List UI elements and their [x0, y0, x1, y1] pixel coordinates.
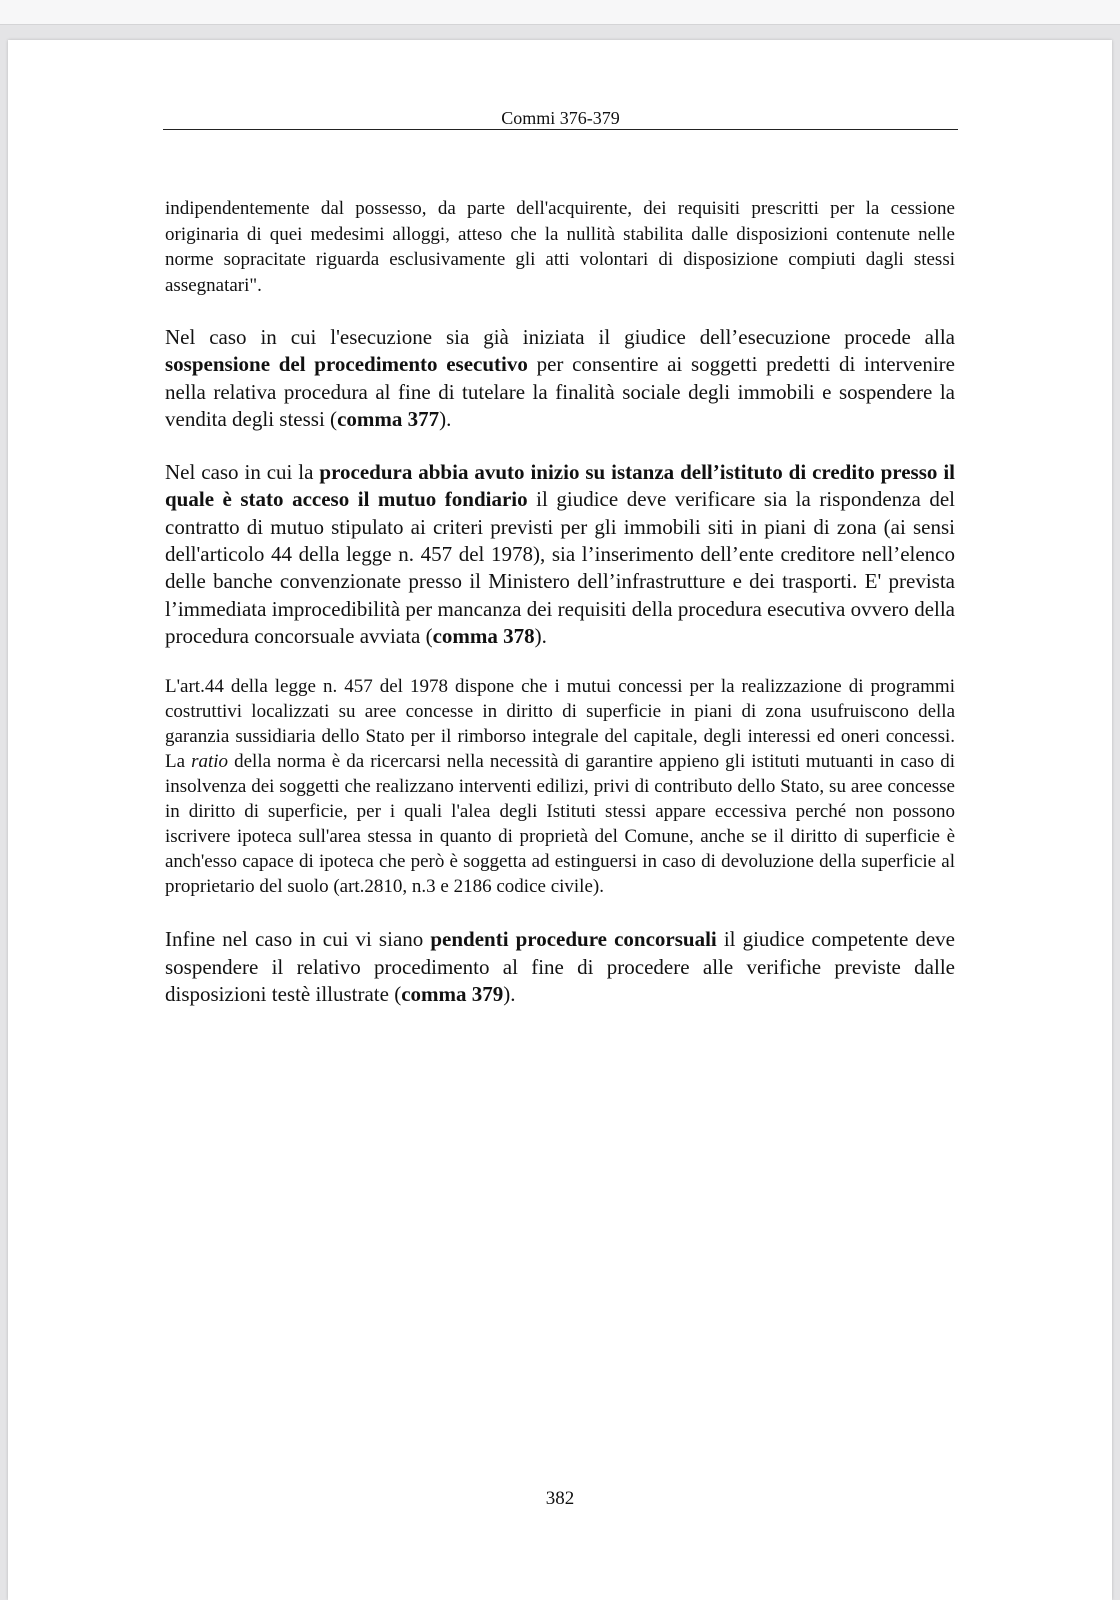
header-divider: [163, 129, 958, 130]
text-run: ).: [503, 981, 516, 1006]
bold-text: comma 379: [401, 981, 504, 1006]
viewer-top-bar: [0, 0, 1120, 25]
bold-text: procedura abbia avuto inizio su istanza dell’istituto di credito presso il quale è stato acceso il mutuo fondiario: [165, 460, 955, 512]
text-run: indipendentemente dal possesso, da parte dell'acquirente, dei requisiti prescritti per la cessione originaria di quei medesimi alloggi, atteso che la nullità stabilita dalle disposizioni contenute nelle norme sopracitate riguarda esclusivamente gli atti volontari di disposizione compiuti dagli stessi assegnatari".: [165, 198, 955, 296]
page-body: [165, 196, 955, 1008]
page-number: 382: [545, 1488, 575, 1509]
paragraph-comma-377: [165, 324, 955, 433]
text-run: della norma è da ricercarsi nella necessità di garantire appieno gli istituti mutuanti in caso di insolvenza dei soggetti che realizzano interventi edilizi, privi di contributo dello Stato, su aree concesse in diritto di superficie, per i quali l'alea degli Istituti stessi appare eccessiva perché non possono iscrivere ipoteca sull'area stessa in quanto di proprietà del Comune, anche se il diritto di superficie è anch'esso capace di ipoteca che però è soggetta ad estinguersi in caso di devoluzione della superficie al proprietario del suolo (art.2810, n.3 e 2186 codice civile).: [165, 751, 955, 898]
paragraph-quote-continuation: [165, 196, 955, 298]
text-run: Infine nel caso in cui vi siano: [165, 927, 431, 952]
paragraph-comma-379: [165, 926, 955, 1008]
text-run: L'art.44 della legge n. 457 del 1978 dispone che i mutui concessi per la realizzazione di programmi costruttivi localizzati su aree concesse in diritto di superficie in piani di zona usufruiscono della garanzia sussidiaria dello Stato per il rimborso integrale del capitale, degli interessi ed oneri concessi. La: [165, 676, 955, 773]
text-run: per consentire ai soggetti predetti di intervenire nella relativa procedura al fine di tutelare la finalità sociale degli immobili e sospendere la vendita degli stessi (: [165, 352, 955, 431]
document-page[interactable]: [8, 40, 1112, 1600]
text-run: ).: [439, 406, 452, 431]
bold-text: pendenti procedure concorsuali: [430, 927, 717, 952]
text-run: Nel caso in cui la: [165, 460, 320, 485]
running-header: Commi 376-379: [501, 108, 620, 128]
text-run: ).: [534, 623, 547, 648]
paragraph-art-44: [165, 674, 955, 899]
bold-text: sospensione del procedimento esecutivo: [165, 352, 528, 377]
text-run: il giudice competente deve sospendere il relativo procedimento al fine di procedere alle verifiche previste dalle disposizioni testè illustrate (: [165, 927, 955, 1006]
paragraph-comma-378: [165, 459, 955, 650]
italic-text: ratio: [191, 751, 229, 773]
text-run: il giudice deve verificare sia la rispondenza del contratto di mutuo stipulato ai criteri previsti per gli immobili siti in piani di zona (ai sensi dell'articolo 44 della legge n. 457 del 1978), sia l’inserimento dell’ente creditore nell’elenco delle banche convenzionate presso il Ministero dell’infrastrutture e dei trasporti. E' prevista l’immediata improcedibilità per mancanza dei requisiti della procedura esecutiva ovvero della procedura concorsuale avviata (: [165, 487, 955, 648]
bold-text: comma 378: [432, 623, 535, 648]
bold-text: comma 377: [337, 406, 440, 431]
text-run: Nel caso in cui l'esecuzione sia già iniziata il giudice dell’esecuzione procede alla: [165, 325, 955, 349]
